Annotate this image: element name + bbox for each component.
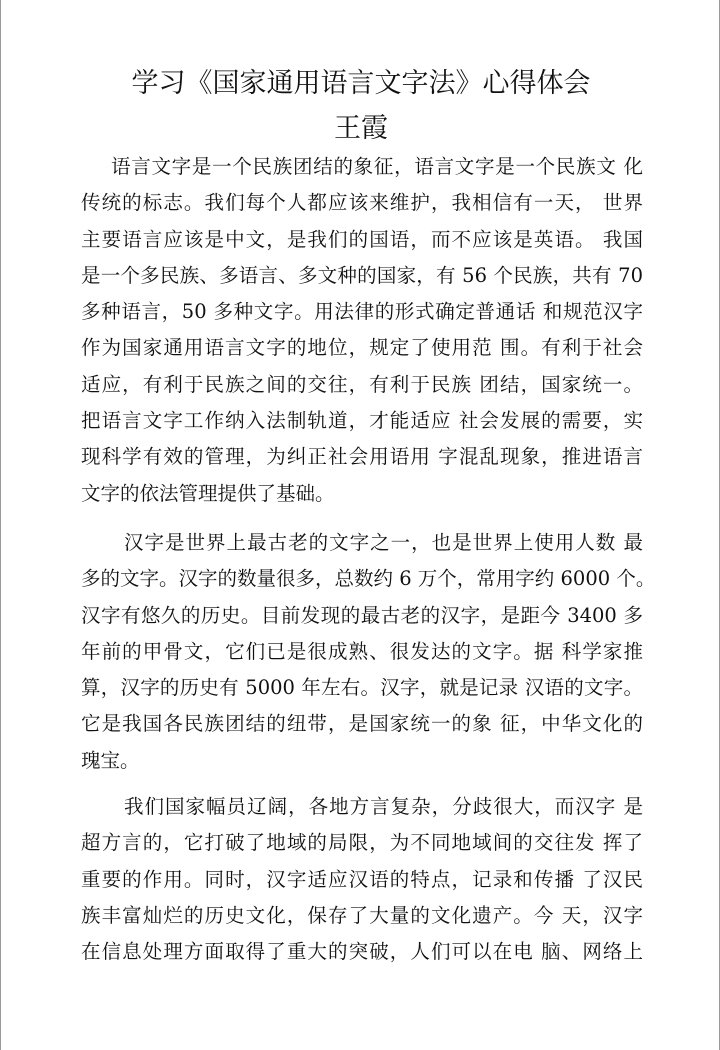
text-line: 现科学有效的管理，为纠正社会用语用 字混乱现象，推进语言 [81, 445, 643, 469]
text-line: 传统的标志。我们每个人都应该来维护，我相信有一天， 世界 [81, 191, 643, 215]
text-line: 多种语言，50 多种文字。用法律的形式确定普通话 和规范汉字 [81, 300, 643, 324]
text-line: 年前的甲骨文，它们已是很成熟、很发达的文字。据 科学家推 [81, 639, 643, 663]
text-line: 多的文字。汉字的数量很多，总数约 6 万个，常用字约 6000 个。 [81, 567, 656, 591]
text-line: 作为国家通用语言文字的地位，规定了使用范 围。有利于社会 [81, 336, 643, 360]
text-line: 超方言的，它打破了地域的局限，为不同地域间的交往发 挥了 [81, 831, 643, 855]
text-line: 汉字是世界上最古老的文字之一，也是世界上使用人数 最 [124, 531, 643, 554]
text-line: 文字的依法管理提供了基础。 [81, 481, 335, 505]
paragraph-3 [81, 789, 643, 970]
text-line: 我们国家幅员辽阔，各地方言复杂，分歧很大，而汉字 是 [124, 795, 643, 818]
paragraph-2 [81, 525, 656, 779]
text-line: 主要语言应该是中文，是我们的国语，而不应该是英语。 我国 [81, 227, 643, 251]
text-line: 是一个多民族、多语言、多文种的国家，有 56 个民族，共有 70 [81, 263, 643, 287]
document-title: 学习《国家通用语言文字法》心得体会 [131, 68, 591, 99]
text-line: 算，汉字的历史有 5000 年左右。汉字，就是记录 汉语的文字。 [81, 676, 643, 700]
paragraph-1 [81, 149, 643, 512]
text-line: 汉字有悠久的历史。目前发现的最古老的汉字，是距今 3400 多 [81, 603, 643, 627]
text-line: 把语言文字工作纳入法制轨道，才能适应 社会发展的需要，实 [81, 409, 643, 433]
text-line: 它是我国各民族团结的纽带，是国家统一的象 征，中华文化的 [81, 712, 643, 736]
text-line: 在信息处理方面取得了重大的突破，人们可以在电 脑、网络上 [81, 940, 643, 964]
text-line: 族丰富灿烂的历史文化，保存了大量的文化遗产。今 天，汉字 [81, 903, 643, 927]
text-line: 语言文字是一个民族团结的象征，语言文字是一个民族文 化 [111, 155, 643, 178]
text-line: 重要的作用。同时，汉字适应汉语的特点，记录和传播 了汉民 [81, 867, 643, 891]
author-name: 王霞 [334, 113, 388, 144]
text-line: 瑰宝。 [81, 748, 140, 772]
text-line: 适应，有利于民族之间的交往，有利于民族 团结，国家统一。 [81, 372, 643, 396]
